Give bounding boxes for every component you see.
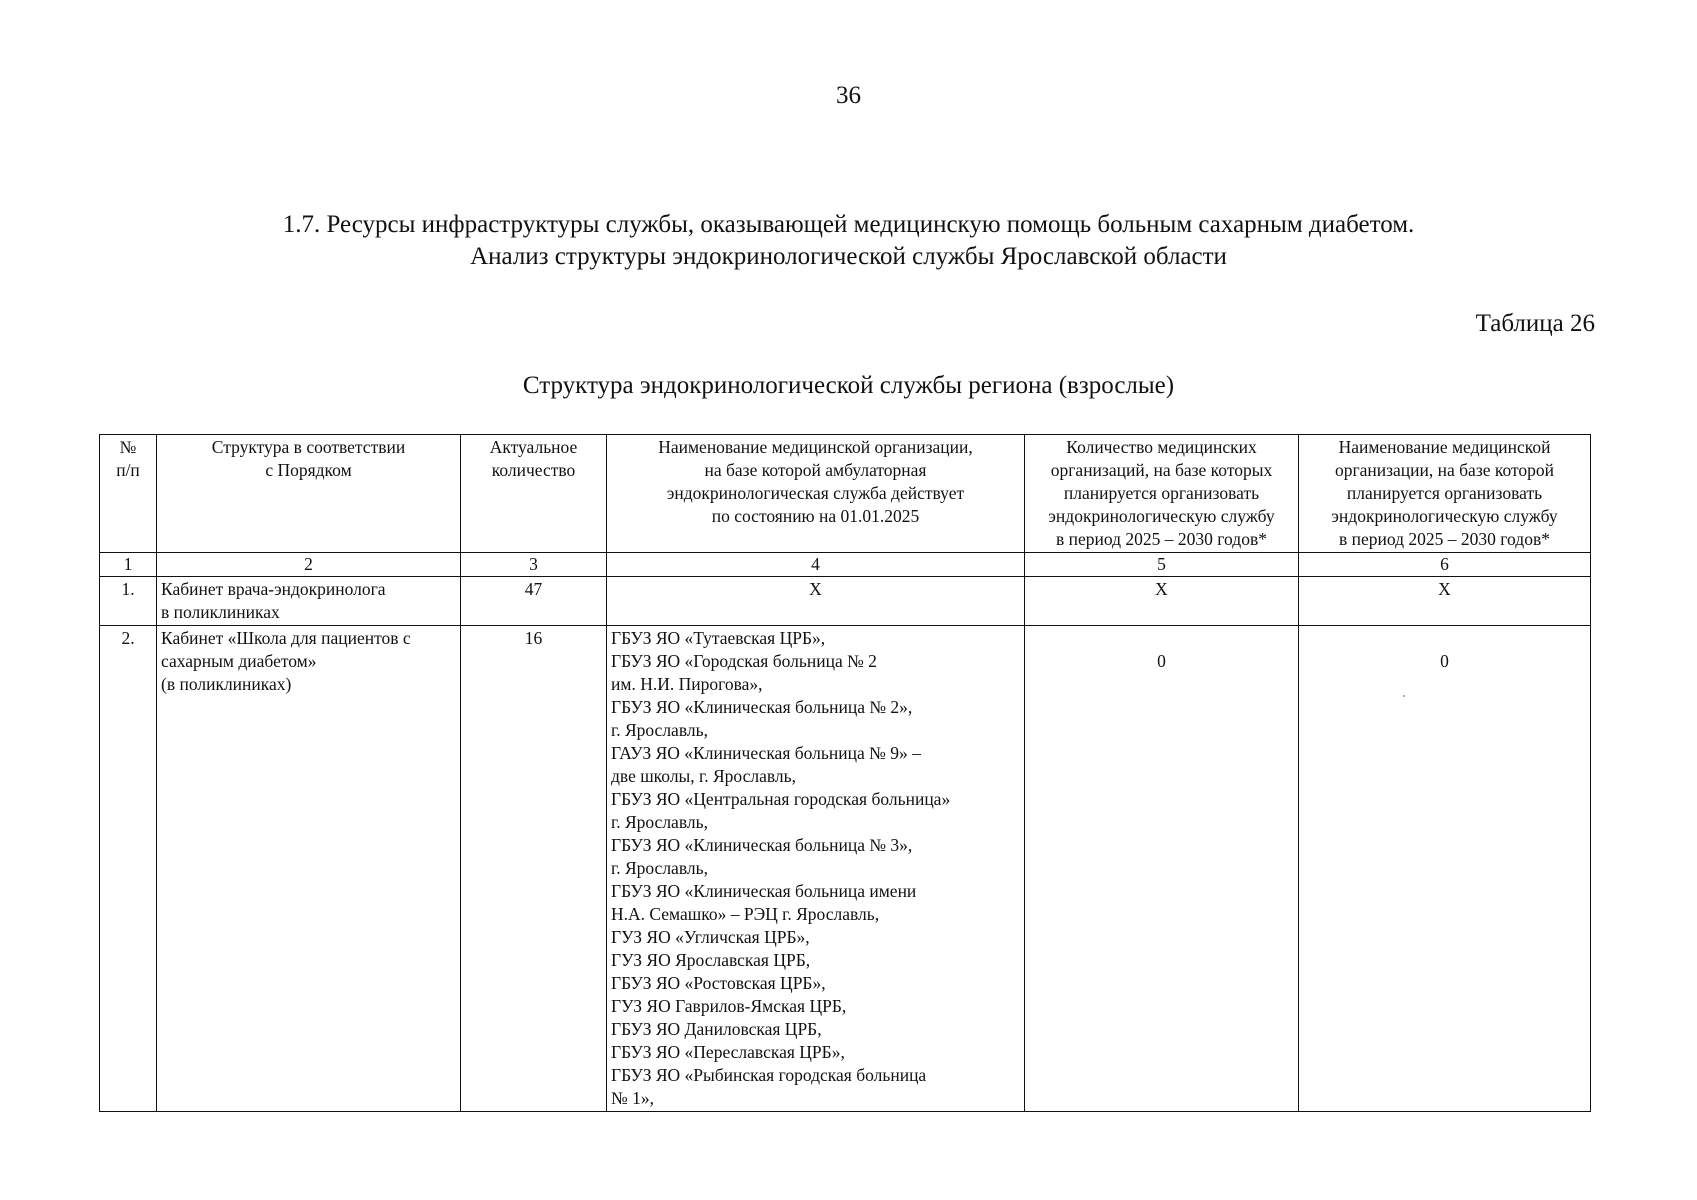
column-number: 3	[461, 553, 607, 577]
scan-speck	[1403, 695, 1405, 697]
column-number: 2	[157, 553, 461, 577]
row-count: 16	[461, 626, 607, 1112]
section-title-line-1: 1.7. Ресурсы инфраструктуры службы, оказывающей медицинскую помощь больным сахарным диабетом.	[282, 211, 1415, 238]
column-number: 1	[100, 553, 157, 577]
column-number: 4	[607, 553, 1025, 577]
org-line: ГАУЗ ЯО «Клиническая больница № 9» –	[611, 743, 921, 763]
org-line: г. Ярославль,	[611, 858, 708, 878]
row-planned-org: Х	[1299, 577, 1591, 626]
row-number: 2.	[100, 626, 157, 1112]
row-planned-count: 0	[1025, 626, 1299, 1112]
org-line: две школы, г. Ярославль,	[611, 766, 797, 786]
page-number: 36	[836, 82, 861, 109]
table-header-row	[100, 435, 1591, 553]
org-line: ГБУЗ ЯО «Тутаевская ЦРБ»,	[611, 628, 826, 648]
column-number: 6	[1299, 553, 1591, 577]
org-line: ГБУЗ ЯО «Клиническая больница № 3»,	[611, 835, 913, 855]
row-current-orgs	[607, 626, 1025, 1112]
org-line: ГБУЗ ЯО «Переславская ЦРБ»,	[611, 1042, 845, 1062]
org-line: ГБУЗ ЯО Даниловская ЦРБ,	[611, 1019, 822, 1039]
row-count: 47	[461, 577, 607, 626]
org-line: ГБУЗ ЯО «Городская больница № 2	[611, 651, 877, 671]
row-structure: Кабинет «Школа для пациентов с сахарным диабетом» (в поликлиниках)	[157, 626, 461, 1112]
row-structure: Кабинет врача-эндокринолога в поликлиниках	[157, 577, 461, 626]
header-cell-planned-count: Количество медицинских организаций, на базе которых планируется организовать эндокринологическую службу в период 2025 – 2030 годов*	[1025, 435, 1299, 553]
row-planned-org: 0	[1299, 626, 1591, 1112]
org-line: им. Н.И. Пирогова»,	[611, 674, 763, 694]
column-number-row	[100, 553, 1591, 577]
row-number: 1.	[100, 577, 157, 626]
row-current-orgs: Х	[607, 577, 1025, 626]
section-title-line-2: Анализ структуры эндокринологической службы Ярославской области	[470, 243, 1227, 270]
column-number: 5	[1025, 553, 1299, 577]
header-cell-planned-org: Наименование медицинской организации, на базе которой планируется организовать эндокринологическую службу в период 2025 – 2030 годов*	[1299, 435, 1591, 553]
org-line: ГБУЗ ЯО «Клиническая больница № 2»,	[611, 697, 913, 717]
table-row	[100, 577, 1591, 626]
table-row	[100, 626, 1591, 1112]
table-label: Таблица 26	[1475, 310, 1595, 337]
org-line: г. Ярославль,	[611, 812, 708, 832]
table-caption: Структура эндокринологической службы региона (взрослые)	[522, 372, 1175, 399]
org-line: Н.А. Семашко» – РЭЦ г. Ярославль,	[611, 904, 880, 924]
header-cell-structure: Структура в соответствии с Порядком	[157, 435, 461, 553]
org-line: ГУЗ ЯО Гаврилов-Ямская ЦРБ,	[611, 996, 847, 1016]
header-cell-count: Актуальное количество	[461, 435, 607, 553]
org-line: ГУЗ ЯО Ярославская ЦРБ,	[611, 950, 811, 970]
section-title	[0, 209, 1697, 273]
org-line: ГБУЗ ЯО «Ростовская ЦРБ»,	[611, 973, 826, 993]
header-cell-number: № п/п	[100, 435, 157, 553]
org-line: ГБУЗ ЯО «Рыбинская городская больница	[611, 1065, 927, 1085]
org-line: ГУЗ ЯО «Угличская ЦРБ»,	[611, 927, 810, 947]
row-planned-count: Х	[1025, 577, 1299, 626]
org-line: ГБУЗ ЯО «Клиническая больница имени	[611, 881, 917, 901]
endocrinology-structure-table	[99, 434, 1591, 1112]
org-line: г. Ярославль,	[611, 720, 708, 740]
header-cell-current-orgs: Наименование медицинской организации, на базе которой амбулаторная эндокринологическая служба действует по состоянию на 01.01.2025	[607, 435, 1025, 553]
org-line: № 1»,	[611, 1088, 654, 1108]
org-line: ГБУЗ ЯО «Центральная городская больница»	[611, 789, 951, 809]
